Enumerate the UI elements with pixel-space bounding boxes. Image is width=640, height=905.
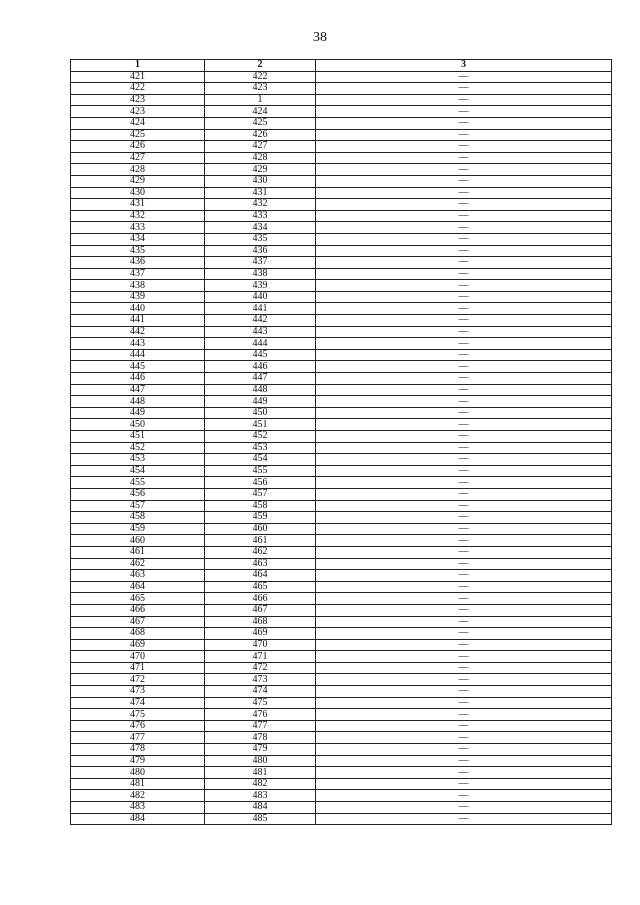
table-cell-col-1: 448 bbox=[71, 396, 205, 408]
table-cell-col-1: 454 bbox=[71, 465, 205, 477]
table-cell-col-2: 462 bbox=[205, 546, 316, 558]
table-cell-col-3: — bbox=[316, 674, 612, 686]
table-cell-col-2: 433 bbox=[205, 210, 316, 222]
table-row bbox=[71, 419, 612, 431]
table-cell-col-2: 481 bbox=[205, 767, 316, 779]
table-cell-col-3: — bbox=[316, 349, 612, 361]
table-cell-col-1: 432 bbox=[71, 210, 205, 222]
table-row bbox=[71, 396, 612, 408]
table-cell-col-3: — bbox=[316, 442, 612, 454]
table-cell-col-1: 443 bbox=[71, 338, 205, 350]
table-cell-col-1: 452 bbox=[71, 442, 205, 454]
table-cell-col-1: 479 bbox=[71, 755, 205, 767]
table-cell-col-3: — bbox=[316, 720, 612, 732]
table-cell-col-2: 425 bbox=[205, 117, 316, 129]
table-cell-col-2: 475 bbox=[205, 697, 316, 709]
table-cell-col-3: — bbox=[316, 488, 612, 500]
table-cell-col-1: 435 bbox=[71, 245, 205, 257]
table-cell-col-3: — bbox=[316, 639, 612, 651]
table-cell-col-2: 444 bbox=[205, 338, 316, 350]
table-row bbox=[71, 535, 612, 547]
table-cell-col-2: 455 bbox=[205, 465, 316, 477]
table-cell-col-1: 430 bbox=[71, 187, 205, 199]
table-cell-col-1: 470 bbox=[71, 651, 205, 663]
table-cell-col-3: — bbox=[316, 141, 612, 153]
table-cell-col-1: 461 bbox=[71, 546, 205, 558]
table-cell-col-3: — bbox=[316, 338, 612, 350]
table-cell-col-3: — bbox=[316, 210, 612, 222]
table-row bbox=[71, 709, 612, 721]
table-row bbox=[71, 187, 612, 199]
table-cell-col-1: 438 bbox=[71, 280, 205, 292]
table-body bbox=[71, 71, 612, 825]
page-number: 38 bbox=[313, 30, 327, 45]
table-cell-col-2: 476 bbox=[205, 709, 316, 721]
table-row bbox=[71, 338, 612, 350]
table-row bbox=[71, 744, 612, 756]
table-cell-col-2: 473 bbox=[205, 674, 316, 686]
table-row bbox=[71, 71, 612, 83]
table-cell-col-2: 443 bbox=[205, 326, 316, 338]
table-cell-col-2: 472 bbox=[205, 662, 316, 674]
table-cell-col-1: 472 bbox=[71, 674, 205, 686]
table-row bbox=[71, 199, 612, 211]
table-cell-col-2: 471 bbox=[205, 651, 316, 663]
table-cell-col-2: 464 bbox=[205, 570, 316, 582]
table-row bbox=[71, 674, 612, 686]
table-cell-col-3: — bbox=[316, 187, 612, 199]
table-cell-col-1: 456 bbox=[71, 488, 205, 500]
table-row bbox=[71, 523, 612, 535]
table-cell-col-2: 431 bbox=[205, 187, 316, 199]
table-row bbox=[71, 488, 612, 500]
table-cell-col-3: — bbox=[316, 732, 612, 744]
table-cell-col-3: — bbox=[316, 744, 612, 756]
table-cell-col-1: 442 bbox=[71, 326, 205, 338]
table-cell-col-1: 477 bbox=[71, 732, 205, 744]
table-row bbox=[71, 581, 612, 593]
table-row bbox=[71, 593, 612, 605]
table-cell-col-3: — bbox=[316, 477, 612, 489]
table-cell-col-2: 437 bbox=[205, 257, 316, 269]
table-cell-col-3: — bbox=[316, 384, 612, 396]
column-header-3: 3 bbox=[316, 60, 612, 72]
table-cell-col-2: 447 bbox=[205, 373, 316, 385]
table-row bbox=[71, 604, 612, 616]
table-row bbox=[71, 686, 612, 698]
table-cell-col-2: 424 bbox=[205, 106, 316, 118]
table-cell-col-2: 439 bbox=[205, 280, 316, 292]
table-cell-col-1: 424 bbox=[71, 117, 205, 129]
table-cell-col-1: 483 bbox=[71, 802, 205, 814]
table-row bbox=[71, 755, 612, 767]
table-cell-col-2: 452 bbox=[205, 431, 316, 443]
table-cell-col-3: — bbox=[316, 465, 612, 477]
table-row bbox=[71, 454, 612, 466]
table-cell-col-1: 466 bbox=[71, 604, 205, 616]
table-row bbox=[71, 373, 612, 385]
table-cell-col-3: — bbox=[316, 94, 612, 106]
table-cell-col-3: — bbox=[316, 790, 612, 802]
table-cell-col-3: — bbox=[316, 778, 612, 790]
table-row bbox=[71, 129, 612, 141]
table-row bbox=[71, 546, 612, 558]
table-cell-col-1: 450 bbox=[71, 419, 205, 431]
table-row bbox=[71, 512, 612, 524]
table-cell-col-3: — bbox=[316, 558, 612, 570]
table-cell-col-3: — bbox=[316, 373, 612, 385]
column-header-1: 1 bbox=[71, 60, 205, 72]
table-cell-col-3: — bbox=[316, 767, 612, 779]
table-cell-col-2: 456 bbox=[205, 477, 316, 489]
table-cell-col-1: 481 bbox=[71, 778, 205, 790]
table-row bbox=[71, 767, 612, 779]
table-cell-col-1: 440 bbox=[71, 303, 205, 315]
table-cell-col-2: 479 bbox=[205, 744, 316, 756]
table-row bbox=[71, 778, 612, 790]
table-cell-col-2: 460 bbox=[205, 523, 316, 535]
table-cell-col-1: 475 bbox=[71, 709, 205, 721]
table-row bbox=[71, 651, 612, 663]
table-cell-col-3: — bbox=[316, 71, 612, 83]
table-cell-col-2: 442 bbox=[205, 315, 316, 327]
table-cell-col-3: — bbox=[316, 604, 612, 616]
table-cell-col-2: 465 bbox=[205, 581, 316, 593]
table-cell-col-1: 471 bbox=[71, 662, 205, 674]
table-cell-col-2: 435 bbox=[205, 233, 316, 245]
table-cell-col-3: — bbox=[316, 686, 612, 698]
table-row bbox=[71, 431, 612, 443]
table-row bbox=[71, 291, 612, 303]
table-cell-col-3: — bbox=[316, 523, 612, 535]
table-cell-col-3: — bbox=[316, 512, 612, 524]
table-row bbox=[71, 257, 612, 269]
table-cell-col-1: 463 bbox=[71, 570, 205, 582]
table-cell-col-3: — bbox=[316, 500, 612, 512]
table-row bbox=[71, 732, 612, 744]
table-row bbox=[71, 303, 612, 315]
table-cell-col-3: — bbox=[316, 117, 612, 129]
table-cell-col-2: 468 bbox=[205, 616, 316, 628]
table-cell-col-3: — bbox=[316, 233, 612, 245]
table-cell-col-1: 455 bbox=[71, 477, 205, 489]
table-cell-col-2: 478 bbox=[205, 732, 316, 744]
table-row bbox=[71, 407, 612, 419]
table-cell-col-1: 458 bbox=[71, 512, 205, 524]
table-row bbox=[71, 94, 612, 106]
table-cell-col-2: 434 bbox=[205, 222, 316, 234]
table-row bbox=[71, 662, 612, 674]
table-cell-col-2: 428 bbox=[205, 152, 316, 164]
table-cell-col-2: 1 bbox=[205, 94, 316, 106]
table-cell-col-1: 457 bbox=[71, 500, 205, 512]
table-cell-col-1: 445 bbox=[71, 361, 205, 373]
table-cell-col-2: 427 bbox=[205, 141, 316, 153]
table-row bbox=[71, 233, 612, 245]
table-cell-col-1: 446 bbox=[71, 373, 205, 385]
table-row bbox=[71, 106, 612, 118]
table-row bbox=[71, 500, 612, 512]
table-cell-col-3: — bbox=[316, 326, 612, 338]
table-cell-col-3: — bbox=[316, 361, 612, 373]
table-cell-col-3: — bbox=[316, 280, 612, 292]
table-row bbox=[71, 802, 612, 814]
table-cell-col-3: — bbox=[316, 813, 612, 825]
table-cell-col-3: — bbox=[316, 755, 612, 767]
table-cell-col-1: 428 bbox=[71, 164, 205, 176]
data-table bbox=[70, 59, 612, 825]
table-cell-col-2: 438 bbox=[205, 268, 316, 280]
table-cell-col-3: — bbox=[316, 593, 612, 605]
table-cell-col-3: — bbox=[316, 268, 612, 280]
table-cell-col-1: 423 bbox=[71, 94, 205, 106]
table-cell-col-3: — bbox=[316, 535, 612, 547]
table-row bbox=[71, 813, 612, 825]
table-row bbox=[71, 361, 612, 373]
table-row bbox=[71, 442, 612, 454]
table-cell-col-2: 441 bbox=[205, 303, 316, 315]
table-cell-col-3: — bbox=[316, 546, 612, 558]
table-cell-col-2: 482 bbox=[205, 778, 316, 790]
table-cell-col-3: — bbox=[316, 628, 612, 640]
table-cell-col-1: 422 bbox=[71, 83, 205, 95]
table-row bbox=[71, 326, 612, 338]
table-cell-col-2: 440 bbox=[205, 291, 316, 303]
table-cell-col-2: 448 bbox=[205, 384, 316, 396]
table-cell-col-1: 478 bbox=[71, 744, 205, 756]
table-cell-col-1: 469 bbox=[71, 639, 205, 651]
table-row bbox=[71, 117, 612, 129]
table-cell-col-2: 422 bbox=[205, 71, 316, 83]
table-cell-col-2: 470 bbox=[205, 639, 316, 651]
table-cell-col-1: 439 bbox=[71, 291, 205, 303]
table-cell-col-2: 454 bbox=[205, 454, 316, 466]
table-cell-col-3: — bbox=[316, 199, 612, 211]
table-cell-col-3: — bbox=[316, 454, 612, 466]
table-cell-col-1: 476 bbox=[71, 720, 205, 732]
table-cell-col-3: — bbox=[316, 83, 612, 95]
table-cell-col-2: 480 bbox=[205, 755, 316, 767]
table-cell-col-3: — bbox=[316, 419, 612, 431]
table-cell-col-3: — bbox=[316, 164, 612, 176]
table-cell-col-1: 447 bbox=[71, 384, 205, 396]
table-cell-col-2: 430 bbox=[205, 175, 316, 187]
table-cell-col-2: 474 bbox=[205, 686, 316, 698]
table-row bbox=[71, 639, 612, 651]
table-cell-col-2: 466 bbox=[205, 593, 316, 605]
table-cell-col-2: 429 bbox=[205, 164, 316, 176]
table-cell-col-1: 453 bbox=[71, 454, 205, 466]
table-row bbox=[71, 465, 612, 477]
table-cell-col-1: 431 bbox=[71, 199, 205, 211]
table-cell-col-3: — bbox=[316, 106, 612, 118]
table-row bbox=[71, 616, 612, 628]
table-cell-col-1: 444 bbox=[71, 349, 205, 361]
table-cell-col-2: 483 bbox=[205, 790, 316, 802]
table-row bbox=[71, 558, 612, 570]
table-cell-col-1: 434 bbox=[71, 233, 205, 245]
table-cell-col-3: — bbox=[316, 175, 612, 187]
table-row bbox=[71, 628, 612, 640]
table-cell-col-3: — bbox=[316, 222, 612, 234]
table-row bbox=[71, 280, 612, 292]
table-cell-col-1: 464 bbox=[71, 581, 205, 593]
table-cell-col-3: — bbox=[316, 697, 612, 709]
table-cell-col-1: 480 bbox=[71, 767, 205, 779]
table-row bbox=[71, 315, 612, 327]
table-cell-col-1: 474 bbox=[71, 697, 205, 709]
table-cell-col-3: — bbox=[316, 291, 612, 303]
table-row bbox=[71, 83, 612, 95]
table-row bbox=[71, 175, 612, 187]
table-cell-col-3: — bbox=[316, 802, 612, 814]
table-cell-col-1: 433 bbox=[71, 222, 205, 234]
table-row bbox=[71, 384, 612, 396]
table-cell-col-1: 460 bbox=[71, 535, 205, 547]
table-cell-col-2: 467 bbox=[205, 604, 316, 616]
table-cell-col-2: 477 bbox=[205, 720, 316, 732]
table-cell-col-2: 432 bbox=[205, 199, 316, 211]
table-cell-col-3: — bbox=[316, 570, 612, 582]
column-header-2: 2 bbox=[205, 60, 316, 72]
table-row bbox=[71, 141, 612, 153]
table-cell-col-3: — bbox=[316, 303, 612, 315]
table-cell-col-1: 484 bbox=[71, 813, 205, 825]
table-cell-col-1: 459 bbox=[71, 523, 205, 535]
table-header-row bbox=[71, 60, 612, 72]
table-cell-col-2: 436 bbox=[205, 245, 316, 257]
table-row bbox=[71, 152, 612, 164]
table-cell-col-3: — bbox=[316, 581, 612, 593]
table-cell-col-3: — bbox=[316, 396, 612, 408]
table-cell-col-1: 421 bbox=[71, 71, 205, 83]
table-row bbox=[71, 210, 612, 222]
table-cell-col-2: 457 bbox=[205, 488, 316, 500]
table-cell-col-1: 465 bbox=[71, 593, 205, 605]
table-cell-col-1: 425 bbox=[71, 129, 205, 141]
table-row bbox=[71, 222, 612, 234]
table-cell-col-3: — bbox=[316, 431, 612, 443]
table-cell-col-1: 451 bbox=[71, 431, 205, 443]
table-cell-col-2: 459 bbox=[205, 512, 316, 524]
table-cell-col-3: — bbox=[316, 651, 612, 663]
table-row bbox=[71, 245, 612, 257]
table-row bbox=[71, 477, 612, 489]
table-cell-col-3: — bbox=[316, 407, 612, 419]
table-cell-col-2: 451 bbox=[205, 419, 316, 431]
table-cell-col-2: 461 bbox=[205, 535, 316, 547]
table-cell-col-3: — bbox=[316, 129, 612, 141]
table-cell-col-1: 436 bbox=[71, 257, 205, 269]
table-cell-col-2: 484 bbox=[205, 802, 316, 814]
table-cell-col-1: 426 bbox=[71, 141, 205, 153]
table-cell-col-3: — bbox=[316, 709, 612, 721]
table-row bbox=[71, 349, 612, 361]
table-cell-col-1: 449 bbox=[71, 407, 205, 419]
table-cell-col-1: 468 bbox=[71, 628, 205, 640]
table-cell-col-1: 423 bbox=[71, 106, 205, 118]
table-cell-col-3: — bbox=[316, 152, 612, 164]
table-cell-col-2: 485 bbox=[205, 813, 316, 825]
table-cell-col-1: 482 bbox=[71, 790, 205, 802]
table-cell-col-3: — bbox=[316, 662, 612, 674]
table-row bbox=[71, 268, 612, 280]
table-cell-col-2: 469 bbox=[205, 628, 316, 640]
table-cell-col-1: 429 bbox=[71, 175, 205, 187]
table-cell-col-1: 427 bbox=[71, 152, 205, 164]
table-row bbox=[71, 164, 612, 176]
table-row bbox=[71, 697, 612, 709]
table-cell-col-1: 462 bbox=[71, 558, 205, 570]
table-cell-col-1: 473 bbox=[71, 686, 205, 698]
table-cell-col-2: 463 bbox=[205, 558, 316, 570]
table-cell-col-1: 441 bbox=[71, 315, 205, 327]
table-cell-col-3: — bbox=[316, 257, 612, 269]
table-row bbox=[71, 570, 612, 582]
table-cell-col-3: — bbox=[316, 245, 612, 257]
table-cell-col-3: — bbox=[316, 315, 612, 327]
table-cell-col-2: 446 bbox=[205, 361, 316, 373]
table-cell-col-2: 445 bbox=[205, 349, 316, 361]
table-cell-col-3: — bbox=[316, 616, 612, 628]
table-cell-col-2: 450 bbox=[205, 407, 316, 419]
table-cell-col-1: 437 bbox=[71, 268, 205, 280]
table-cell-col-2: 453 bbox=[205, 442, 316, 454]
table-cell-col-2: 449 bbox=[205, 396, 316, 408]
table-cell-col-2: 458 bbox=[205, 500, 316, 512]
table-cell-col-2: 423 bbox=[205, 83, 316, 95]
table-cell-col-2: 426 bbox=[205, 129, 316, 141]
table-cell-col-1: 467 bbox=[71, 616, 205, 628]
table-row bbox=[71, 720, 612, 732]
table-row bbox=[71, 790, 612, 802]
